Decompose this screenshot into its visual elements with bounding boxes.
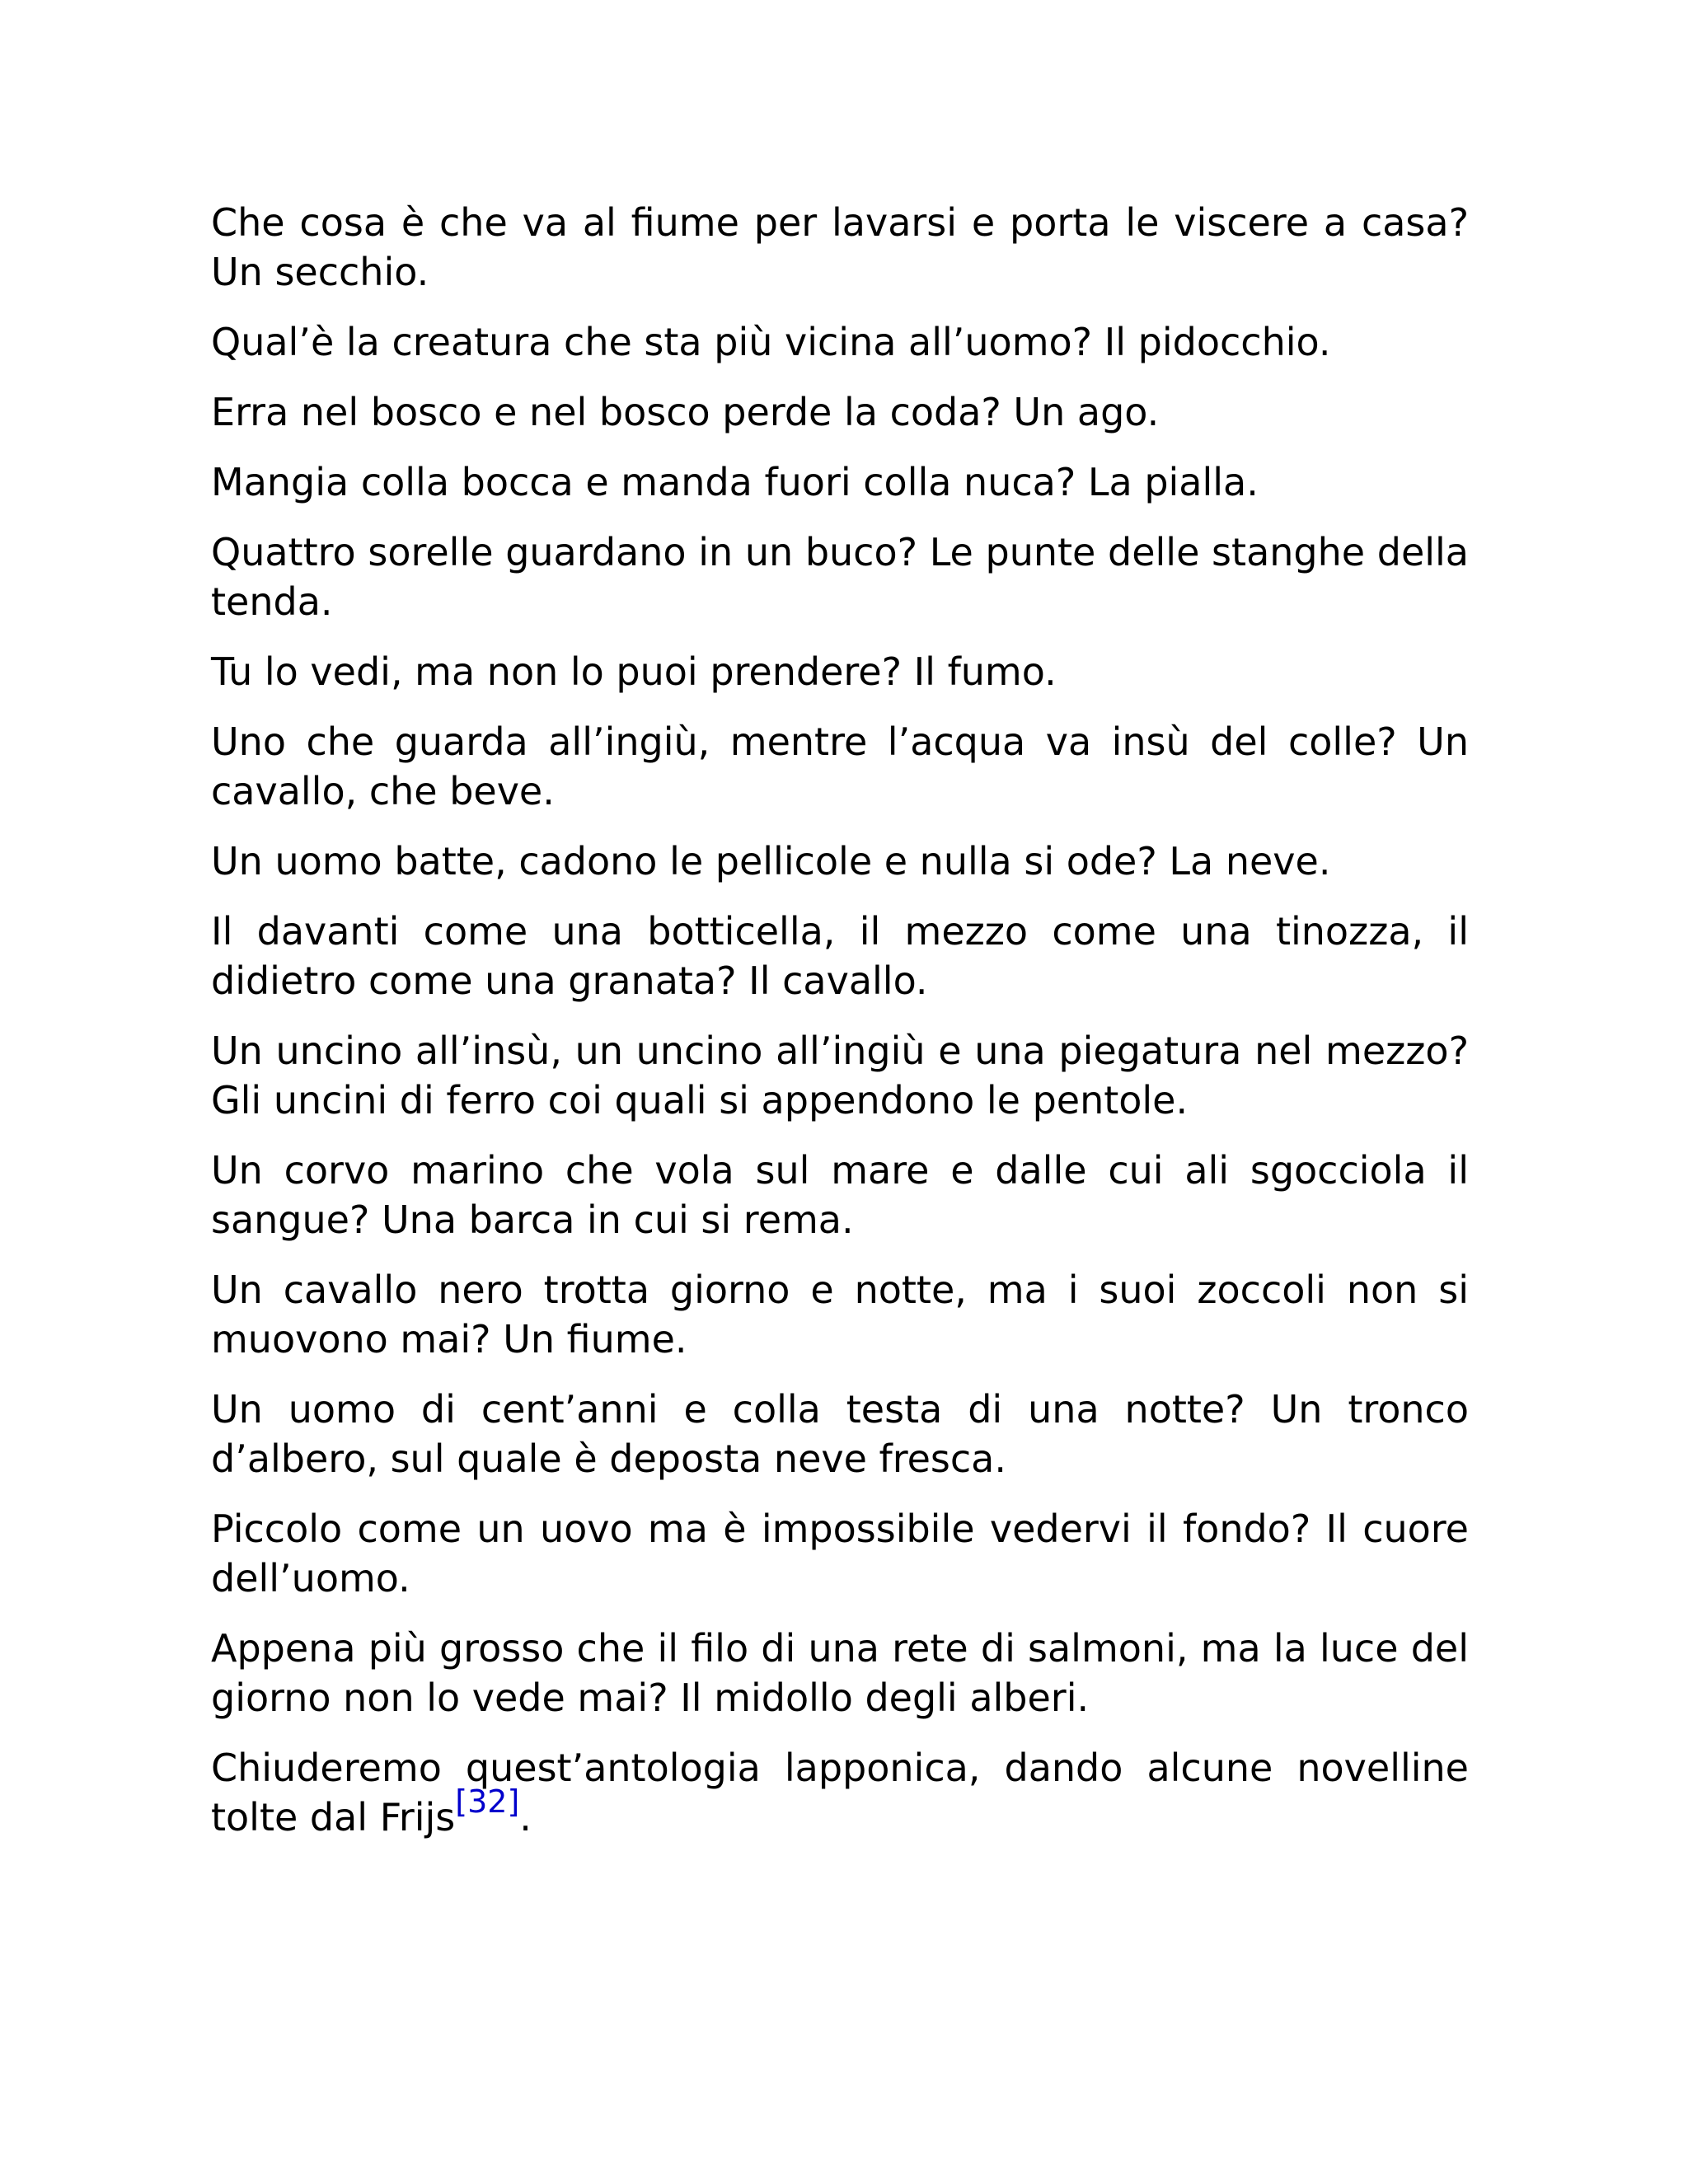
riddle-paragraph: Quattro sorelle guardano in un buco? Le punte delle stanghe della tenda.	[211, 530, 1469, 624]
riddle-paragraph: Tu lo vedi, ma non lo puoi prendere? Il fumo.	[211, 649, 1057, 694]
riddle-paragraph: Appena più grosso che il filo di una rete di salmoni, ma la luce del giorno non lo vede mai? Il midollo degli alberi.	[211, 1626, 1469, 1720]
closing-text: Chiuderemo quest’antologia lapponica, dando alcune novelline tolte dal Frijs	[211, 1746, 1469, 1840]
riddle-paragraph: Un corvo marino che vola sul mare e dalle cui ali sgocciola il sangue? Una barca in cui si rema.	[211, 1148, 1469, 1242]
riddle-paragraph: Erra nel bosco e nel bosco perde la coda? Un ago.	[211, 390, 1160, 434]
riddle-paragraph: Piccolo come un uovo ma è impossibile vedervi il fondo? Il cuore dell’uomo.	[211, 1507, 1469, 1601]
riddle-paragraph: Un uncino all’insù, un uncino all’ingiù e una piegatura nel mezzo? Gli uncini di ferro coi quali si appendono le pentole.	[211, 1029, 1469, 1122]
riddle-paragraph: Qual’è la creatura che sta più vicina all’uomo? Il pidocchio.	[211, 320, 1331, 364]
riddle-paragraph: Uno che guarda all’ingiù, mentre l’acqua va insù del colle? Un cavallo, che beve.	[211, 719, 1469, 813]
riddle-paragraph: Il davanti come una botticella, il mezzo come una tinozza, il didietro come una granata? Il cavallo.	[211, 909, 1469, 1003]
closing-paragraph	[211, 1743, 1469, 1842]
page-content	[211, 198, 1469, 1863]
riddle-paragraph: Che cosa è che va al fiume per lavarsi e porta le viscere a casa? Un secchio.	[211, 200, 1469, 294]
riddle-paragraph: Un uomo batte, cadono le pellicole e nulla si ode? La neve.	[211, 839, 1331, 883]
riddle-paragraph: Mangia colla bocca e manda fuori colla nuca? La pialla.	[211, 460, 1259, 504]
closing-period: .	[519, 1795, 532, 1840]
riddle-paragraph: Un cavallo nero trotta giorno e notte, ma i suoi zoccoli non si muovono mai? Un fiume.	[211, 1268, 1469, 1361]
riddle-paragraph: Un uomo di cent’anni e colla testa di una notte? Un tronco d’albero, sul quale è deposta neve fresca.	[211, 1387, 1469, 1481]
footnote-link[interactable]: [32]	[455, 1783, 520, 1820]
